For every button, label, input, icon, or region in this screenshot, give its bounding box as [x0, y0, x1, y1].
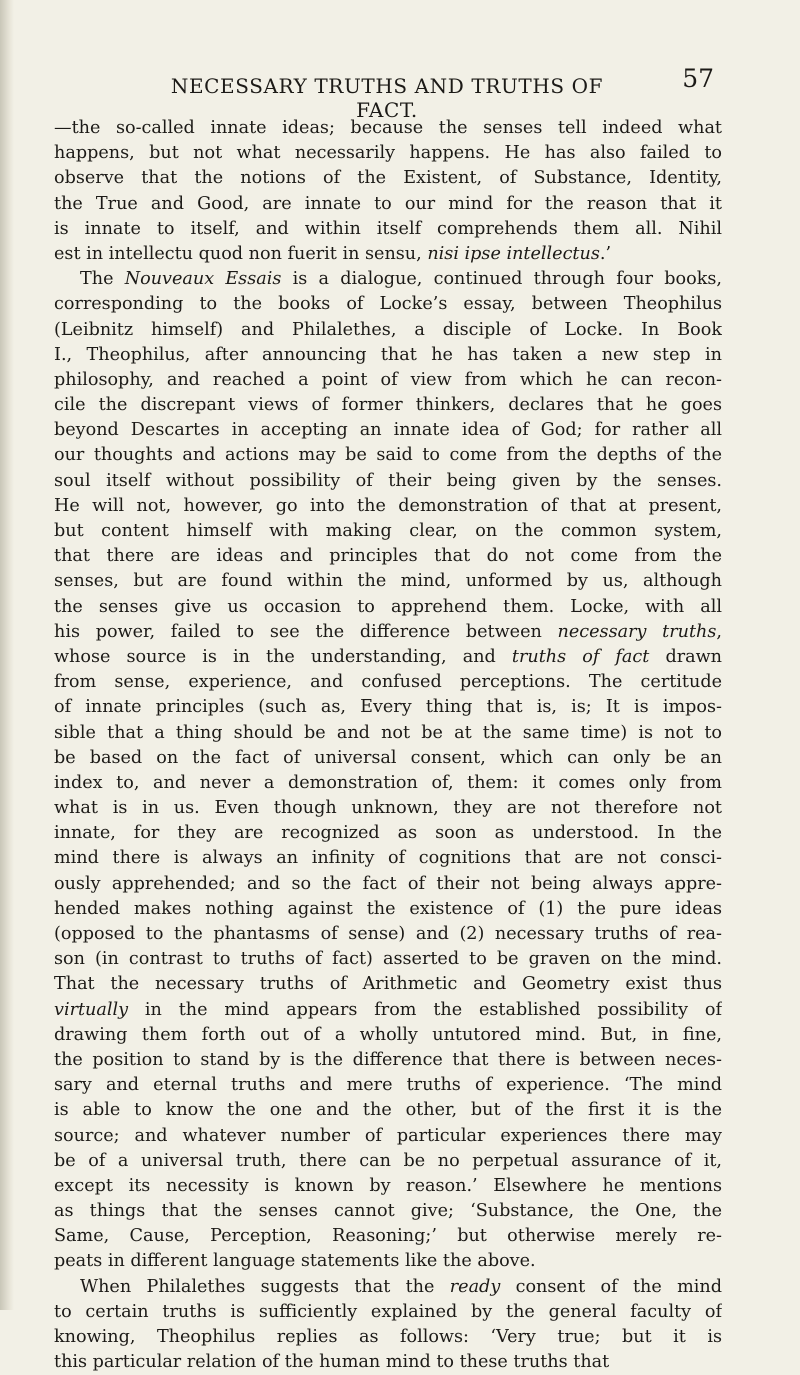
- text-line: innate, for they are recognized as soon as understood. In the: [54, 823, 722, 844]
- text-line: sary and eternal truths and mere truths of experience. ‘The mind: [54, 1075, 722, 1096]
- text-line: (opposed to the phantasms of sense) and (2) necessary truths of rea-: [54, 924, 722, 944]
- text-line: I., Theophilus, after announcing that he has taken a new step in: [54, 344, 722, 365]
- text-line: son (in contrast to truths of fact) asserted to be graven on the mind.: [54, 949, 722, 970]
- text-line: ously apprehended; and so the fact of their not being always appre-: [54, 873, 722, 894]
- text-line: philosophy, and reached a point of view from which he can recon-: [54, 369, 722, 390]
- text-line: his power, failed to see the difference between necessary truths,: [54, 621, 722, 642]
- text-line: except its necessity is known by reason.’ Elsewhere he mentions: [54, 1175, 722, 1196]
- text-line: of innate principles (such as, Every thing that is, is; It is impos-: [54, 697, 722, 718]
- text-line: est in intellectu quod non fuerit in sensu, nisi ipse intellectus.’: [54, 243, 612, 264]
- text-line: virtually in the mind appears from the established possibility of: [54, 999, 722, 1020]
- text-line: be based on the fact of universal consent, which can only be an: [54, 747, 722, 768]
- text-line: source; and whatever number of particular experiences there may: [54, 1125, 722, 1146]
- text-line: this particular relation of the human mind to these truths that: [54, 1352, 610, 1373]
- text-line: hended makes nothing against the existence of (1) the pure ideas: [54, 898, 722, 919]
- text-line: sible that a thing should be and not be at the same time) is not to: [54, 722, 722, 743]
- text-line: index to, and never a demonstration of, them: it comes only from: [54, 772, 722, 793]
- text-line: knowing, Theophilus replies as follows: ‘Very true; but it is: [54, 1327, 722, 1347]
- text-line: The Nouveaux Essais is a dialogue, continued through four books,: [80, 269, 722, 290]
- text-line: as things that the senses cannot give; ‘Substance, the One, the: [54, 1201, 722, 1222]
- text-line: the True and Good, are innate to our mind for the reason that it: [54, 193, 722, 214]
- text-line: from sense, experience, and confused perceptions. The certitude: [54, 672, 722, 693]
- text-line: our thoughts and actions may be said to come from the depths of the: [54, 445, 722, 466]
- text-line: but content himself with making clear, on the common system,: [54, 521, 722, 541]
- page-binding-shadow: [0, 0, 14, 1310]
- page-number: 57: [682, 64, 714, 93]
- text-line: happens, but not what necessarily happens. He has also failed to: [54, 143, 722, 164]
- text-line: When Philalethes suggests that the ready consent of the mind: [80, 1276, 722, 1297]
- text-line: to certain truths is sufficiently explained by the general faculty of: [54, 1301, 722, 1322]
- text-line: That the necessary truths of Arithmetic and Geometry exist thus: [54, 974, 722, 995]
- text-line: the position to stand by is the difference that there is between neces-: [54, 1049, 722, 1070]
- running-title: NECESSARY TRUTHS AND TRUTHS OF FACT.: [170, 74, 604, 122]
- text-line: be of a universal truth, there can be no perpetual assurance of it,: [54, 1150, 722, 1171]
- text-line: —the so-called innate ideas; because the senses tell indeed what: [54, 118, 722, 138]
- text-line: is innate to itself, and within itself comprehends them all. Nihil: [54, 218, 722, 239]
- text-line: corresponding to the books of Locke’s essay, between Theophilus: [54, 294, 722, 315]
- text-line: the senses give us occasion to apprehend them. Locke, with all: [54, 596, 722, 617]
- text-line: that there are ideas and principles that do not come from the: [54, 546, 722, 567]
- text-line: He will not, however, go into the demonstration of that at present,: [54, 495, 722, 516]
- text-line: beyond Descartes in accepting an innate idea of God; for rather all: [54, 420, 722, 441]
- text-line: drawing them forth out of a wholly untutored mind. But, in fine,: [54, 1024, 722, 1045]
- text-line: mind there is always an infinity of cognitions that are not consci-: [54, 848, 722, 869]
- text-line: (Leibnitz himself) and Philalethes, a disciple of Locke. In Book: [54, 319, 722, 340]
- text-line: is able to know the one and the other, but of the first it is the: [54, 1100, 722, 1121]
- text-line: senses, but are found within the mind, unformed by us, although: [54, 571, 722, 592]
- text-line: whose source is in the understanding, and truths of fact drawn: [54, 646, 722, 667]
- text-line: cile the discrepant views of former thinkers, declares that he goes: [54, 395, 722, 416]
- text-line: peats in different language statements like the above.: [54, 1251, 536, 1272]
- text-line: what is in us. Even though unknown, they are not therefore not: [54, 798, 722, 819]
- body-text: [54, 116, 722, 1375]
- text-line: observe that the notions of the Existent, of Substance, Identity,: [54, 168, 722, 189]
- text-line: Same, Cause, Perception, Reasoning;’ but otherwise merely re-: [54, 1226, 722, 1247]
- text-line: soul itself without possibility of their being given by the senses.: [54, 470, 722, 491]
